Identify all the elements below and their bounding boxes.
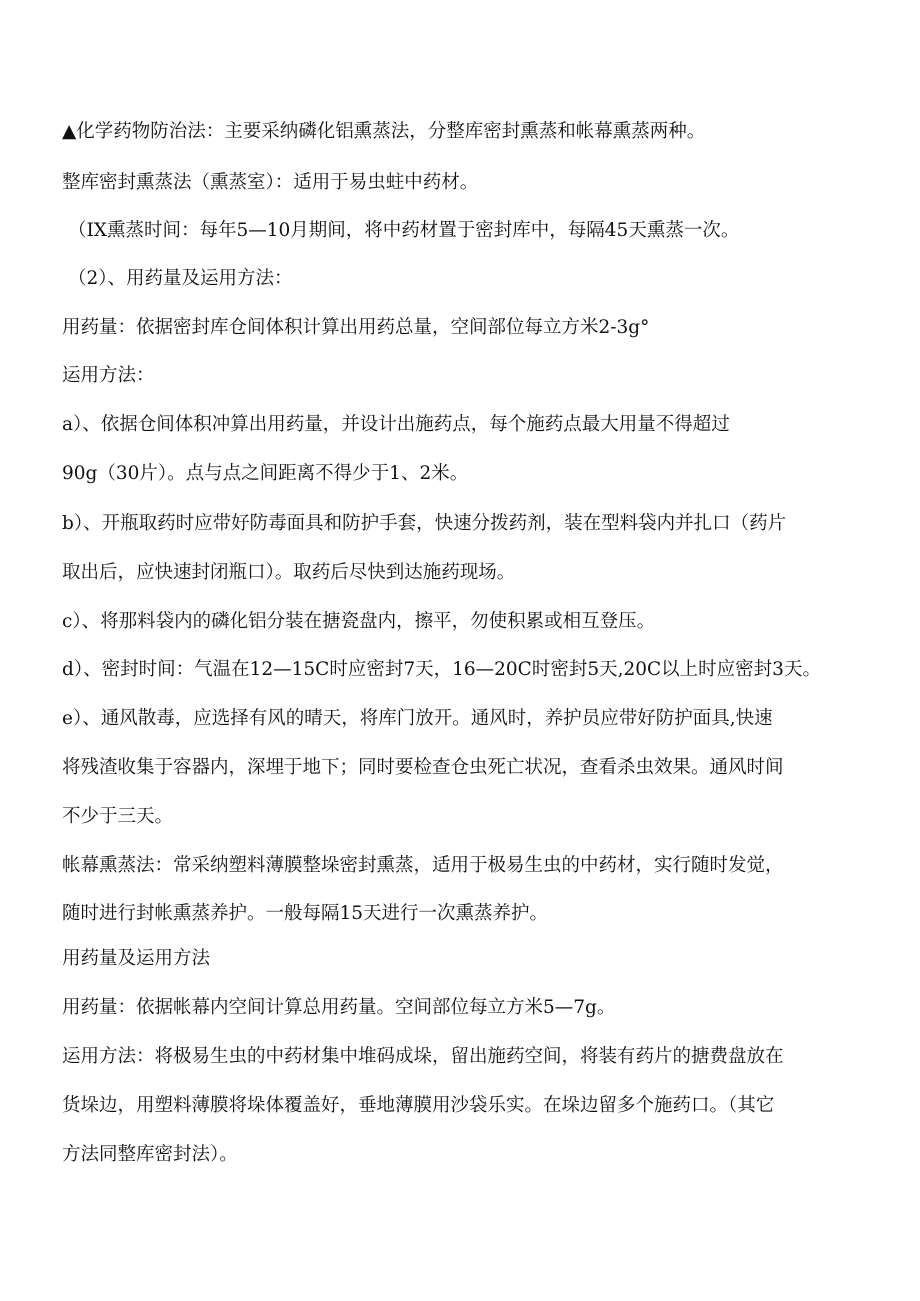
list-item-e-line1: e）、通风散毒，应选择有风的晴天，将库门放开。通风时，养护员应带好防护面具,快速 bbox=[62, 708, 773, 729]
paragraph-dosage: 用药量：依据密封库仓间体积计算出用药总量，空间部位每立方米2-3g° bbox=[62, 317, 650, 338]
paragraph-tent-method-line2: 随时进行封帐熏蒸养护。一般每隔15天进行一次熏蒸养护。 bbox=[62, 903, 549, 924]
paragraph-tent-dosage: 用药量：依据帐幕内空间计算总用药量。空间部位每立方米5—7g。 bbox=[62, 997, 616, 1018]
paragraph-tent-usage-line3: 方法同整库密封法）。 bbox=[62, 1144, 238, 1165]
paragraph-whole-warehouse-method: 整库密封熏蒸法（熏蒸室）：适用于易虫蛀中药材。 bbox=[62, 172, 479, 193]
paragraph-tent-dosage-heading: 用药量及运用方法 bbox=[62, 948, 211, 969]
list-item-b-line1: b）、开瓶取药时应带好防毒面具和防护手套，快速分拨药剂，装在型料袋内并扎口（药片 bbox=[62, 513, 787, 534]
paragraph-tent-usage-line2: 货垛边，用塑料薄膜将垛体覆盖好，垂地薄膜用沙袋乐实。在垛边留多个施药口。（其它 bbox=[62, 1095, 775, 1116]
paragraph-chemical-control: ▲化学药物防治法：主要采纳磷化铝熏蒸法，分整库密封熏蒸和帐幕熏蒸两种。 bbox=[62, 121, 706, 142]
paragraph-usage-heading: 运用方法： bbox=[62, 365, 155, 386]
list-item-d: d）、密封时间：气温在12—15C时应密封7天，16—20C时密封5天,20C以上时应密封3天。 bbox=[62, 659, 821, 680]
list-item-c: c）、将那料袋内的磷化铝分装在搪瓷盘内，擦平，勿使积累或相互登压。 bbox=[62, 611, 656, 632]
paragraph-dosage-heading: （2）、用药量及运用方法： bbox=[68, 268, 293, 289]
list-item-e-line2: 将残渣收集于容器内，深埋于地下；同时要检查仓虫死亡状况，查看杀虫效果。通风时间 bbox=[62, 757, 784, 778]
list-item-a-line1: a）、依据仓间体积冲算出用药量，并设计出施药点，每个施药点最大用量不得超过 bbox=[62, 414, 730, 435]
paragraph-tent-method-line1: 帐幕熏蒸法：常采纳塑料薄膜整垛密封熏蒸，适用于极易生虫的中药材，实行随时发觉， bbox=[62, 855, 784, 876]
list-item-e-line3: 不少于三天。 bbox=[62, 806, 174, 827]
list-item-a-line2: 90g（30片）。点与点之间距离不得少于1、2米。 bbox=[62, 463, 469, 484]
list-item-b-line2: 取出后，应快速封闭瓶口）。取药后尽快到达施药现场。 bbox=[62, 562, 516, 583]
paragraph-tent-usage-line1: 运用方法：将极易生虫的中药材集中堆码成垛，留出施药空间，将装有药片的搪费盘放在 bbox=[62, 1046, 784, 1067]
paragraph-fumigation-time: （IX熏蒸时间：每年5—10月期间，将中药材置于密封库中，每隔45天熏蒸一次。 bbox=[68, 220, 740, 241]
